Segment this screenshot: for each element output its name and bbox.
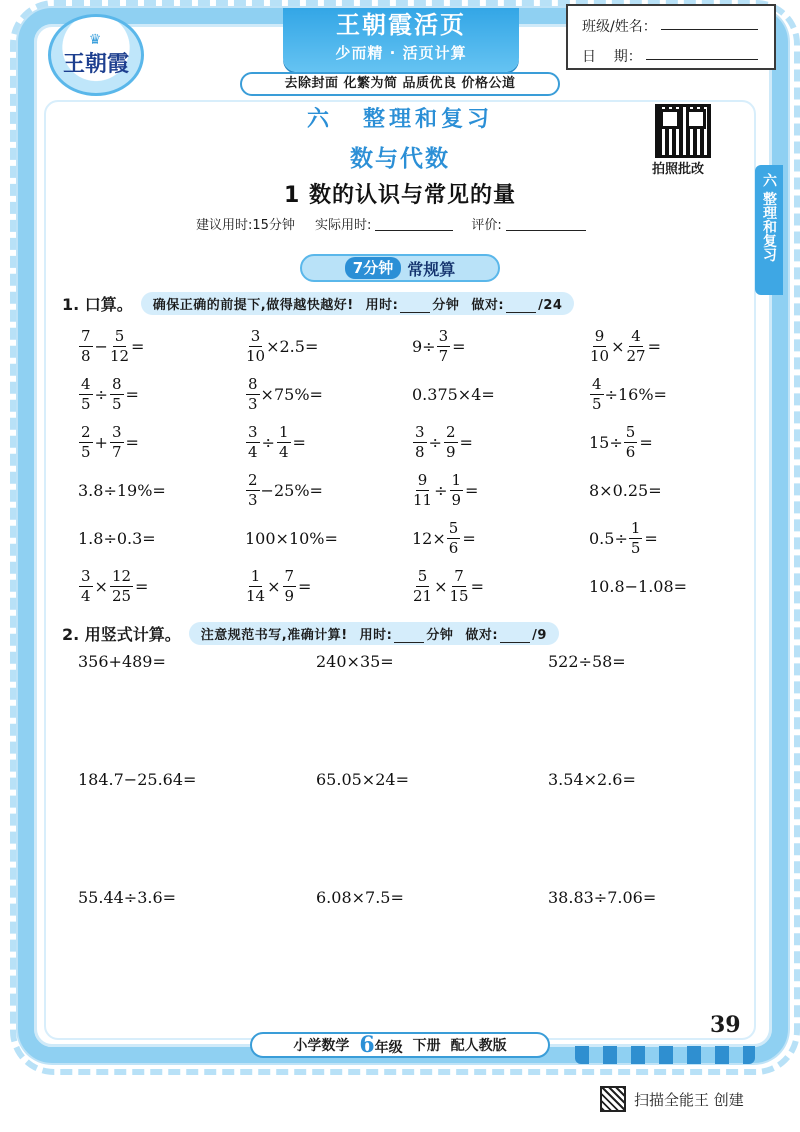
fraction: $\frac{5}{12}$: [109, 326, 130, 365]
math-item[interactable]: 0.5÷ $\frac{1}{5}$ =: [589, 518, 658, 557]
q1-time-field[interactable]: [400, 301, 430, 313]
math-item[interactable]: $\frac{3}{10}$ ×2.5=: [246, 326, 319, 365]
q1-total: /24: [538, 298, 563, 313]
fraction: $\frac{12}{25}$: [111, 566, 132, 605]
fraction: $\frac{1}{4}$: [278, 422, 289, 461]
fraction: $\frac{4}{5}$: [81, 374, 91, 413]
q1-time-unit: 分钟: [432, 298, 460, 313]
math-item[interactable]: 10.8−1.08=: [589, 576, 688, 596]
q2-header: [62, 622, 559, 645]
calc-item[interactable]: 3.54×2.6=: [548, 770, 636, 789]
fraction: $\frac{2}{9}$: [445, 422, 456, 461]
footer-edition: 配人教版: [450, 1038, 507, 1054]
fraction: $\frac{3}{7}$: [111, 422, 122, 461]
math-item[interactable]: $\frac{5}{21}$ × $\frac{7}{15}$ =: [413, 566, 484, 605]
fraction: $\frac{1}{9}$: [451, 470, 462, 509]
date-field[interactable]: [646, 42, 758, 60]
suggested-time: 建议用时:15分钟: [196, 218, 295, 233]
time-meta-row: [196, 214, 586, 233]
fraction: $\frac{9}{11}$: [413, 470, 433, 509]
fraction: $\frac{8}{5}$: [111, 374, 122, 413]
calc-item[interactable]: 6.08×7.5=: [316, 888, 404, 907]
actual-time-label: 实际用时:: [314, 218, 372, 233]
math-item[interactable]: 3.8÷19%=: [78, 480, 166, 500]
fraction: $\frac{3}{8}$: [415, 422, 425, 461]
section-name: 常规算: [407, 259, 456, 279]
q2-time-field[interactable]: [394, 631, 424, 643]
fraction: $\frac{9}{10}$: [590, 326, 610, 365]
fraction: $\frac{2}{5}$: [81, 422, 91, 461]
fraction: $\frac{3}{7}$: [438, 326, 449, 365]
fraction: $\frac{2}{3}$: [248, 470, 258, 509]
q2-time-label: 用时:: [359, 628, 393, 643]
page-number: 39: [710, 1012, 741, 1038]
crown-icon: ♛: [88, 31, 104, 48]
math-item[interactable]: $\frac{3}{4}$ ÷ $\frac{1}{4}$ =: [248, 422, 306, 461]
q1-time-label: 用时:: [365, 298, 399, 313]
fraction: $\frac{1}{14}$: [246, 566, 266, 605]
unit-name: 整理和复习: [363, 107, 494, 132]
math-row: [78, 370, 738, 418]
fraction: $\frac{1}{5}$: [630, 518, 641, 557]
calc-item[interactable]: 356+489=: [78, 652, 166, 671]
fraction: $\frac{4}{5}$: [592, 374, 602, 413]
math-item[interactable]: $\frac{3}{4}$ × $\frac{12}{25}$ =: [81, 566, 149, 605]
logo-text: 王朝霞: [62, 50, 129, 77]
date-row: [568, 36, 774, 66]
math-item[interactable]: $\frac{9}{11}$ ÷ $\frac{1}{9}$ =: [413, 470, 479, 509]
footer-book-info: [250, 1032, 550, 1058]
lesson-title: 1 数的认识与常见的量: [284, 183, 516, 208]
calc-item[interactable]: 184.7−25.64=: [78, 770, 197, 789]
qr-label: 拍照批改: [652, 162, 705, 177]
fraction: $\frac{3}{4}$: [248, 422, 258, 461]
math-item[interactable]: $\frac{3}{8}$ ÷ $\frac{2}{9}$ =: [415, 422, 473, 461]
section-minutes: 7分钟: [345, 257, 401, 279]
fraction: $\frac{7}{9}$: [284, 566, 295, 605]
calc-row: [78, 888, 738, 1006]
math-row: [78, 562, 738, 610]
math-item[interactable]: $\frac{2}{5}$ + $\frac{3}{7}$ =: [81, 422, 139, 461]
date-label: 日 期：: [582, 49, 642, 65]
scanner-watermark: [600, 1086, 744, 1112]
q2-tip-text: 注意规范书写,准确计算!: [200, 628, 348, 643]
brand-logo: [48, 14, 144, 96]
footer-grade-number: 6: [359, 1032, 375, 1058]
q2-title: 2. 用竖式计算。: [62, 625, 181, 644]
fraction: $\frac{8}{3}$: [248, 374, 258, 413]
q1-title: 1. 口算。: [62, 295, 133, 314]
slogan: 去除封面 化繁为简 品质优良 价格公道: [240, 72, 560, 96]
q1-correct-label: 做对:: [471, 298, 505, 313]
class-name-field[interactable]: [661, 12, 758, 30]
q1-correct-field[interactable]: [506, 301, 536, 313]
math-row: [78, 418, 738, 466]
class-name-label: 班级/姓名：: [582, 19, 657, 35]
fraction: $\frac{3}{4}$: [81, 566, 91, 605]
q1-header: [62, 292, 574, 315]
practice-section-badge: [300, 254, 500, 282]
math-item[interactable]: $\frac{2}{3}$ −25%=: [248, 470, 323, 509]
math-item[interactable]: 100×10%=: [245, 528, 338, 548]
q2-tip: [189, 622, 559, 645]
calc-item[interactable]: 522÷58=: [548, 652, 626, 671]
student-info-box: [566, 4, 776, 70]
fraction: $\frac{5}{21}$: [413, 566, 433, 605]
side-chapter-tab: 六 整理和复习: [755, 165, 783, 295]
vertical-calc-grid: [78, 652, 738, 1006]
math-item[interactable]: 15÷ $\frac{5}{6}$ =: [589, 422, 653, 461]
fraction: $\frac{4}{27}$: [626, 326, 646, 365]
math-item[interactable]: $\frac{4}{5}$ ÷16%=: [592, 374, 667, 413]
section-title: 数与代数: [350, 146, 450, 172]
math-item[interactable]: $\frac{7}{8}$ − $\frac{5}{12}$ =: [81, 326, 145, 365]
class-name-row: [568, 6, 774, 36]
math-row: [78, 466, 738, 514]
footer-subject: 小学数学: [293, 1038, 350, 1054]
fraction: $\frac{7}{8}$: [81, 326, 91, 365]
math-item[interactable]: 9÷ $\frac{3}{7}$ =: [412, 326, 466, 365]
math-item[interactable]: $\frac{1}{14}$ × $\frac{7}{9}$ =: [246, 566, 312, 605]
evaluation-label: 评价:: [471, 218, 502, 233]
math-item[interactable]: 8×0.25=: [589, 480, 662, 500]
banner-subtitle: 少而精 · 活页计算: [335, 44, 467, 62]
banner-title: 王朝霞活页: [336, 10, 466, 39]
math-item[interactable]: $\frac{9}{10}$ × $\frac{4}{27}$ =: [590, 326, 661, 365]
math-item[interactable]: $\frac{4}{5}$ ÷ $\frac{8}{5}$ =: [81, 374, 139, 413]
scanner-qr-icon: [600, 1086, 626, 1112]
q1-tip: [141, 292, 575, 315]
fraction: $\frac{5}{6}$: [625, 422, 636, 461]
actual-time-field[interactable]: [375, 217, 453, 231]
unit-number: 六: [306, 107, 333, 132]
q2-time-unit: 分钟: [426, 628, 454, 643]
math-item[interactable]: 1.8÷0.3=: [78, 528, 156, 548]
calc-item[interactable]: 55.44÷3.6=: [78, 888, 177, 907]
fraction: $\frac{7}{15}$: [449, 566, 469, 605]
calc-row: [78, 652, 738, 770]
math-item[interactable]: $\frac{8}{3}$ ×75%=: [248, 374, 323, 413]
decorative-stripes: [575, 1046, 755, 1064]
fraction: $\frac{5}{6}$: [448, 518, 459, 557]
math-row: [78, 322, 738, 370]
calc-row: [78, 770, 738, 888]
math-row: [78, 514, 738, 562]
calc-item[interactable]: 240×35=: [316, 652, 394, 671]
footer-volume: 下册: [412, 1038, 441, 1054]
footer-grade-label: 年级: [374, 1040, 403, 1056]
scanner-text: 扫描全能王 创建: [634, 1090, 744, 1109]
math-item[interactable]: 0.375×4=: [412, 384, 495, 404]
fraction: $\frac{3}{10}$: [246, 326, 266, 365]
q2-total: /9: [532, 628, 547, 643]
q2-correct-field[interactable]: [500, 631, 530, 643]
unit-title: [0, 102, 800, 133]
math-item[interactable]: 12× $\frac{5}{6}$ =: [412, 518, 476, 557]
mental-math-grid: [78, 322, 738, 610]
q2-correct-label: 做对:: [465, 628, 499, 643]
calc-item[interactable]: 65.05×24=: [316, 770, 409, 789]
q1-tip-text: 确保正确的前提下,做得越快越好!: [152, 298, 354, 313]
header-banner: [283, 8, 519, 72]
evaluation-field[interactable]: [506, 217, 586, 231]
calc-item[interactable]: 38.83÷7.06=: [548, 888, 657, 907]
